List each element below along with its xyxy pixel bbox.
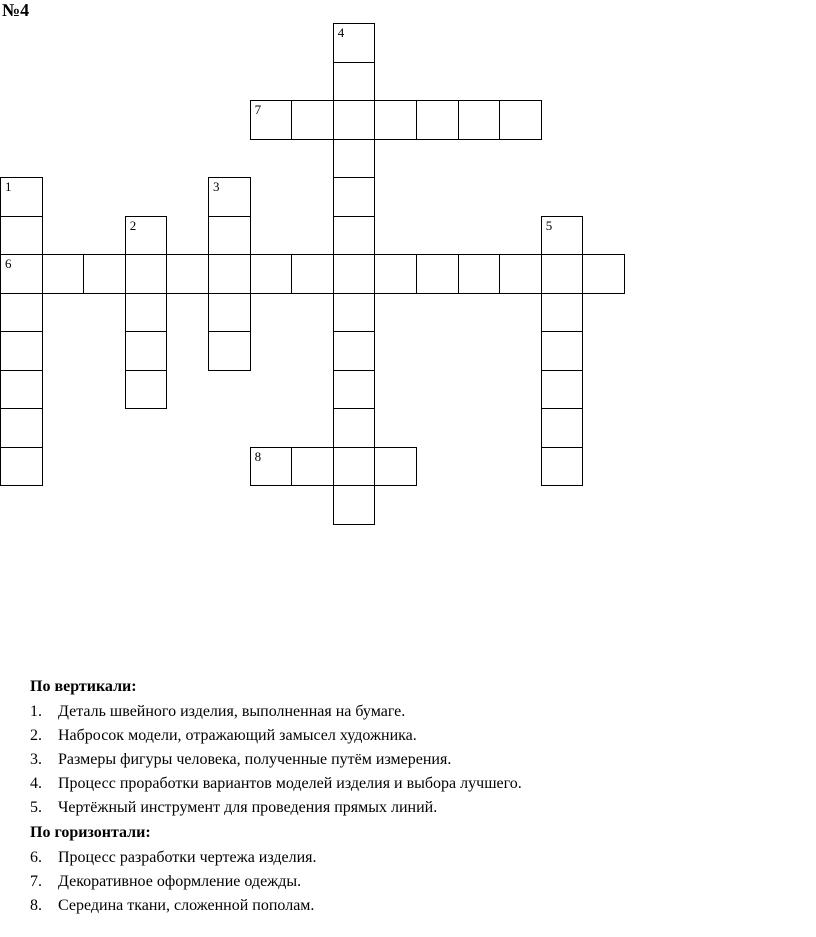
clue-text: Декоративное оформление одежды. <box>58 873 302 890</box>
crossword-cell[interactable] <box>541 254 584 294</box>
crossword-cell[interactable] <box>0 216 43 256</box>
page-title: №4 <box>2 0 30 20</box>
crossword-cell[interactable] <box>250 254 293 294</box>
crossword-cell[interactable] <box>333 62 376 102</box>
crossword-cell[interactable] <box>333 254 376 294</box>
crossword-cell[interactable] <box>333 331 376 371</box>
crossword-cell[interactable] <box>499 100 542 140</box>
crossword-cell[interactable] <box>333 23 376 63</box>
crossword-cell[interactable] <box>291 447 334 487</box>
crossword-cell[interactable] <box>83 254 126 294</box>
crossword-cell[interactable] <box>541 216 584 256</box>
clue-item <box>30 772 790 796</box>
clue-text: Деталь швейного изделия, выполненная на бумаге. <box>58 703 406 720</box>
clue-item <box>30 724 790 748</box>
crossword-cell[interactable] <box>416 254 459 294</box>
crossword-cell[interactable] <box>541 293 584 333</box>
clue-number: 8. <box>30 897 42 914</box>
crossword-cell[interactable] <box>374 254 417 294</box>
crossword-cell[interactable] <box>291 100 334 140</box>
cell-number: 3 <box>213 179 220 194</box>
crossword-cell[interactable] <box>0 370 43 410</box>
crossword-cell[interactable] <box>250 100 293 140</box>
crossword-cell[interactable] <box>208 177 251 217</box>
crossword-cell[interactable] <box>0 293 43 333</box>
crossword-cell[interactable] <box>333 293 376 333</box>
crossword-cell[interactable] <box>541 370 584 410</box>
crossword-cell[interactable] <box>291 254 334 294</box>
clue-text: Набросок модели, отражающий замысел художника. <box>58 727 417 744</box>
crossword-cell[interactable] <box>0 447 43 487</box>
clue-text: Процесс проработки вариантов моделей изделия и выбора лучшего. <box>58 775 522 792</box>
clue-number: 3. <box>30 751 42 768</box>
vertical-heading: По вертикали: <box>30 678 137 695</box>
crossword-cell[interactable] <box>541 331 584 371</box>
clue-number: 2. <box>30 727 42 744</box>
horizontal-heading: По горизонтали: <box>30 824 151 841</box>
clue-text: Процесс разработки чертежа изделия. <box>58 849 317 866</box>
crossword-cell[interactable] <box>333 447 376 487</box>
crossword-cell[interactable] <box>333 408 376 448</box>
crossword-cell[interactable] <box>541 447 584 487</box>
crossword-cell[interactable] <box>125 216 168 256</box>
clue-number: 1. <box>30 703 42 720</box>
crossword-cell[interactable] <box>374 447 417 487</box>
clue-item <box>30 846 790 870</box>
crossword-cell[interactable] <box>125 331 168 371</box>
crossword-cell[interactable] <box>333 100 376 140</box>
cell-number: 2 <box>129 217 137 233</box>
crossword-cell[interactable] <box>208 331 251 371</box>
cell-number: 7 <box>254 102 262 117</box>
crossword-cell[interactable] <box>0 408 43 448</box>
clue-item <box>30 796 790 820</box>
crossword-cell[interactable] <box>250 447 293 487</box>
crossword-cell[interactable] <box>0 254 43 294</box>
crossword-cell[interactable] <box>208 293 251 333</box>
crossword-cell[interactable] <box>333 139 376 179</box>
cell-number: 6 <box>5 256 12 271</box>
crossword-cell[interactable] <box>458 254 501 294</box>
clue-number: 4. <box>30 775 42 792</box>
crossword-cell[interactable] <box>125 254 168 294</box>
crossword-cell[interactable] <box>333 370 376 410</box>
vertical-clue-list <box>30 700 790 820</box>
crossword-cell[interactable] <box>0 331 43 371</box>
crossword-cell[interactable] <box>166 254 209 294</box>
clue-item <box>30 894 790 918</box>
crossword-cell[interactable] <box>416 100 459 140</box>
horizontal-clue-list <box>30 846 790 918</box>
clue-number: 5. <box>30 799 42 816</box>
clues-section <box>30 674 790 918</box>
clue-text: Чертёжный инструмент для проведения прямых линий. <box>58 799 438 816</box>
crossword-cell[interactable] <box>458 100 501 140</box>
crossword-cell[interactable] <box>333 177 376 217</box>
cell-number: 8 <box>254 448 262 464</box>
cell-number: 5 <box>545 217 553 233</box>
crossword-cell[interactable] <box>208 254 251 294</box>
crossword-cell[interactable] <box>582 254 625 294</box>
clue-number: 7. <box>30 873 42 890</box>
crossword-cell[interactable] <box>0 177 43 217</box>
crossword-cell[interactable] <box>208 216 251 256</box>
clue-item <box>30 748 790 772</box>
clue-item <box>30 870 790 894</box>
crossword-cell[interactable] <box>333 216 376 256</box>
crossword-cell[interactable] <box>374 100 417 140</box>
crossword-cell[interactable] <box>499 254 542 294</box>
crossword-cell[interactable] <box>541 408 584 448</box>
cell-number: 4 <box>337 25 345 40</box>
clue-number: 6. <box>30 849 42 866</box>
clue-text: Середина ткани, сложенной пополам. <box>58 897 315 914</box>
crossword-cell[interactable] <box>125 293 168 333</box>
crossword-cell[interactable] <box>125 370 168 410</box>
crossword-cell[interactable] <box>42 254 85 294</box>
clue-item <box>30 700 790 724</box>
cell-number: 1 <box>5 179 12 194</box>
crossword-cell[interactable] <box>333 485 376 525</box>
clue-text: Размеры фигуры человека, полученные путём измерения. <box>58 751 452 768</box>
